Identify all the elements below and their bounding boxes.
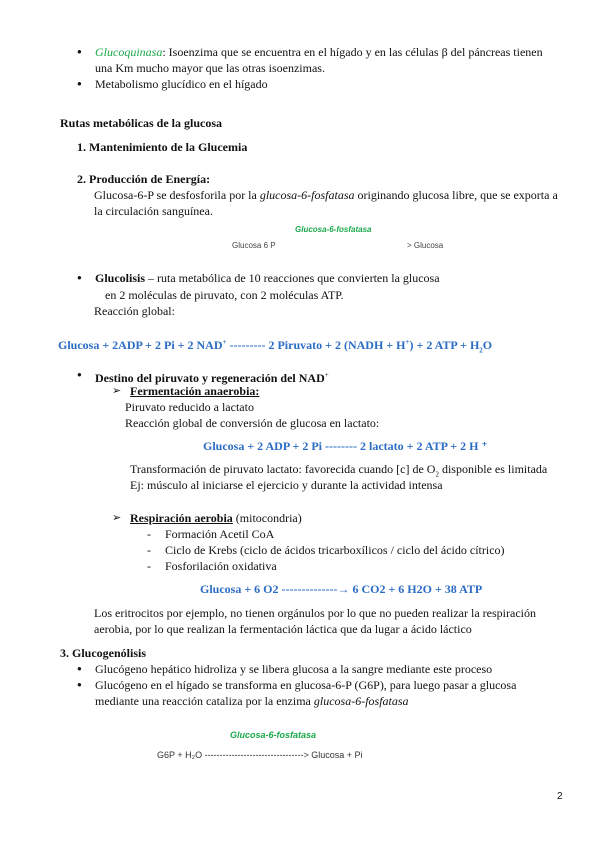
glucoquinasa-term: Glucoquinasa [95,45,163,59]
destino-heading [95,368,329,385]
metabolismo-bullet: ● Metabolismo glucídico en el hígado [95,77,268,91]
glucogeno-bullet-1: ● Glucógeno hepático hidroliza y se libera glucosa a la sangre mediante este proceso [95,662,492,676]
ferm-line4: Ej: músculo al iniciarse el ejercicio y durante la actividad intensa [130,478,443,492]
ferm-l3-a: Transformación de piruvato lactato: favorecida cuando [c] de O [130,462,436,476]
diagram2-equation: G6P + H₂O ---------------------------------> Glucosa + Pi [157,750,363,760]
glucolisis-equation [58,335,492,357]
resp-item-text: Ciclo de Krebs (ciclo de ácidos tricarboxílicos / ciclo del ácido cítrico) [165,543,505,557]
glucolisis-line3: Reacción global: [94,304,175,318]
dash-icon: - [147,543,151,557]
ferm-l3-b: disponible es limitada [438,462,548,476]
section-2-heading: 2. Producción de Energía: [77,172,211,186]
arrow-icon: ➢ [112,512,122,524]
ferm-line2: Reacción global de conversión de glucosa en lactato: [125,416,380,430]
s2-text-a: Glucosa-6-P se desfosforila por la [94,188,260,202]
respiracion-note: (mitocondria) [232,511,302,525]
respiracion-item [112,511,302,525]
resp-list-item [147,559,277,573]
section-1-heading: 1. Mantenimiento de la Glucemia [77,140,248,154]
diagram1-right: > Glucosa [407,241,444,250]
s2-enzyme-name: glucosa-6-fosfatasa [259,188,355,202]
glucolisis-term: Glucolisis [95,271,146,285]
resp-list-item [147,543,505,557]
rutas-title: Rutas metabólicas de la glucosa [60,116,222,130]
eq-part-b: --------- 2 Piruvato + 2 (NADH + H [226,338,406,352]
eritrocitos-line1: Los eritrocitos por ejemplo, no tienen orgánulos por lo que no pueden realizar la respiración [94,606,536,620]
eq-part-d: O [482,338,493,352]
ferm-l3-sub: 2 [435,470,439,479]
ferm-line1: Piruvato reducido a lactato [125,400,254,414]
destino-text: Destino del piruvato y regeneración del NAD [95,371,325,385]
glucogeno-bullet-2: ● Glucógeno en el hígado se transforma en glucosa-6-P (G6P), para luego pasar a glucosa [95,678,516,692]
respiracion-equation: Glucosa + 6 O2 --------------→ 6 CO2 + 6 H2O + 38 ATP [200,582,483,596]
page-number: 2 [557,791,563,802]
fermentacion-item [112,384,260,398]
resp-item-text: Fosforilación oxidativa [165,559,277,573]
section-2-line2: la circulación sanguínea. [94,204,213,218]
glucoquinasa-desc: : Isoenzima que se encuentra en el hígado y en las células β del páncreas tienen [162,45,543,59]
dash-icon: - [147,527,151,541]
fermentacion-equation: Glucosa + 2 ADP + 2 Pi -------- 2 lactato + 2 ATP + 2 H ⁺ [203,439,488,453]
section-3-heading: 3. Glucogenólisis [60,646,147,660]
resp-list-item [147,527,275,541]
diagram1-left: Glucosa 6 P [232,241,276,250]
eq-part-c: ) + 2 ATP + H [409,338,480,352]
s2-text-b: originando glucosa libre, que se exporta a [354,188,558,202]
diagram2-enzyme: Glucosa-6-fosfatasa [230,730,317,740]
glucogeno-line2 [95,694,409,708]
glucoquinasa-bullet [95,45,543,59]
glucolisis-line2: en 2 moléculas de piruvato, con 2 moléculas ATP. [105,288,344,302]
section-2-line1 [94,188,558,202]
destino-sup: + [324,371,329,379]
eq-sup-2: + [405,338,410,346]
fermentacion-title: Fermentación anaerobia: [130,384,260,398]
eq-sub: 2 [479,346,483,355]
eritrocitos-line2: aerobia, por lo que realizan la fermentación láctica que da lugar a ácido láctico [94,622,472,636]
glucoquinasa-line2: una Km mucho mayor que las otras isoenzimas. [95,61,325,75]
arrow-icon: ➢ [112,385,122,397]
glucolisis-desc: – ruta metabólica de 10 reacciones que convierten la glucosa [145,271,440,285]
s3-text: mediante una reacción cataliza por la enzima [95,694,314,708]
s3-enzyme-name: glucosa-6-fosfatasa [313,694,409,708]
diagram1-enzyme: Glucosa-6-fosfatasa [295,225,372,234]
resp-item-text: Formación Acetil CoA [165,527,275,541]
dash-icon: - [147,559,151,573]
glucolisis-bullet [95,271,440,285]
eq-sup-1: + [222,338,227,346]
eq-part-a: Glucosa + 2ADP + 2 Pi + 2 NAD [58,338,223,352]
respiracion-title: Respiración aerobia [130,511,233,525]
